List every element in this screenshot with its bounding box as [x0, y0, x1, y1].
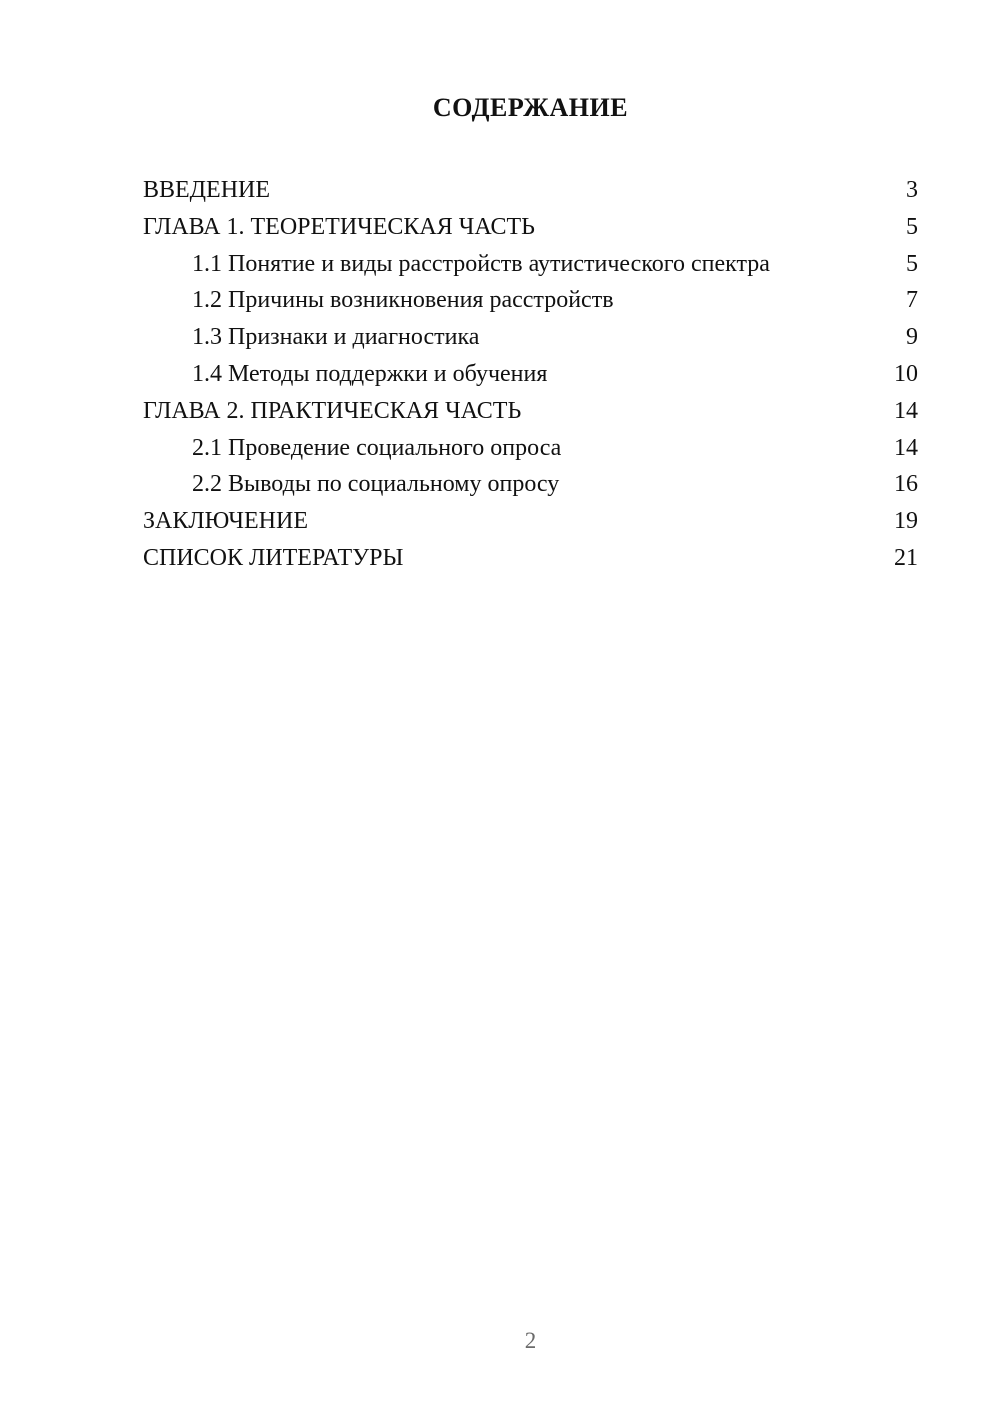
toc-entry-label: ВВЕДЕНИЕ	[143, 177, 271, 203]
toc-entry-label: 2.2 Выводы по социальному опросу	[192, 471, 560, 498]
toc-entry	[143, 503, 918, 540]
toc-entry-label: ГЛАВА 2. ПРАКТИЧЕСКАЯ ЧАСТЬ	[143, 397, 522, 424]
toc-entry-label: 1.3 Признаки и диагностика	[192, 324, 480, 351]
toc-entry	[143, 356, 918, 393]
toc-entry-page: 19	[894, 508, 918, 535]
toc-entry	[143, 246, 918, 283]
toc-entry	[143, 393, 918, 430]
toc-entry-label: СПИСОК ЛИТЕРАТУРЫ	[143, 544, 404, 571]
toc-entry-page: 3	[906, 177, 918, 203]
toc-entry-label: 2.1 Проведение социального опроса	[192, 434, 562, 461]
toc-entry-page: 5	[906, 213, 918, 240]
toc-entry-label: 1.4 Методы поддержки и обучения	[192, 360, 548, 387]
toc-entry	[143, 319, 918, 356]
toc-entry	[143, 172, 918, 209]
toc-entry-page: 14	[894, 434, 918, 461]
toc-entry-page: 7	[906, 287, 918, 314]
toc-entry	[143, 282, 918, 319]
toc-entry	[143, 540, 918, 577]
toc-entry-page: 9	[906, 324, 918, 351]
toc-entry-page: 5	[906, 250, 918, 277]
toc-list	[0, 172, 1000, 577]
toc-entry-page: 10	[894, 360, 918, 387]
toc-entry-label: ГЛАВА 1. ТЕОРЕТИЧЕСКАЯ ЧАСТЬ	[143, 213, 535, 240]
toc-entry	[143, 209, 918, 246]
toc-entry-label: 1.2 Причины возникновения расстройств	[192, 287, 614, 314]
toc-entry-label: ЗАКЛЮЧЕНИЕ	[143, 508, 308, 535]
toc-entry-page: 16	[894, 471, 918, 498]
footer-page-number: 2	[524, 1328, 537, 1353]
toc-entry	[143, 430, 918, 467]
toc-entry	[143, 466, 918, 503]
page-title: СОДЕРЖАНИЕ	[432, 93, 629, 122]
toc-entry-label: 1.1 Понятие и виды расстройств аутистического спектра	[192, 250, 770, 277]
toc-entry-page: 14	[894, 397, 918, 424]
toc-entry-page: 21	[894, 544, 918, 571]
